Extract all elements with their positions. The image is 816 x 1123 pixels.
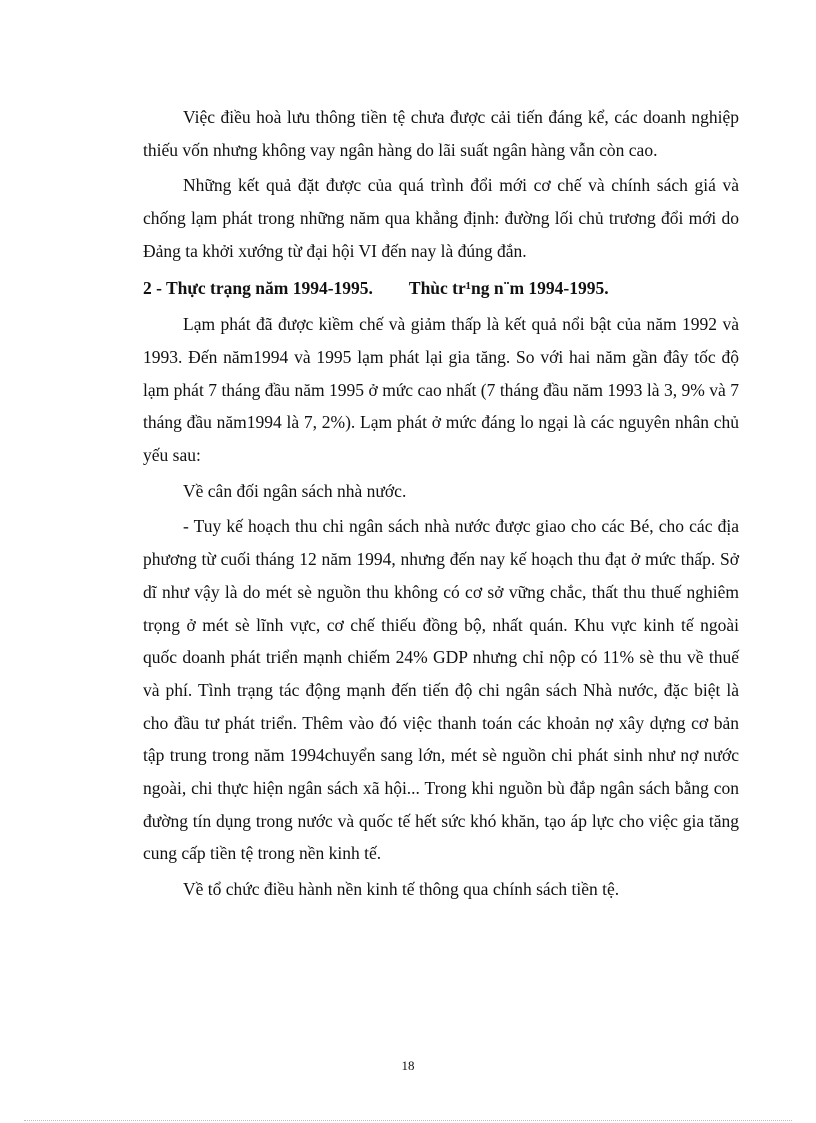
paragraph-budget-details: - Tuy kế hoạch thu chi ngân sách nhà nước được giao cho các Bé, cho các địa phương từ cuối tháng 12 năm 1994, nhưng đến nay kế hoạch thu đạt ở mức thấp. Sở dĩ như vậy là do mét sè nguồn thu không có cơ sở vững chắc, thất thu thuế nghiêm trọng ở mét sè lĩnh vực, cơ chế thiếu đồng bộ, nhất quán. Khu vực kinh tế ngoài quốc doanh phát triển mạnh chiếm 24% GDP nhưng chỉ nộp có 11% sè thu về thuế và phí. Tình trạng tác động mạnh đến tiến độ chi ngân sách Nhà nước, đặc biệt là cho đầu tư phát triển. Thêm vào đó việc thanh toán các khoản nợ xây dựng cơ bản tập trung trong năm 1994chuyển sang lớn, mét sè nguồn chi phát sinh như nợ nước ngoài, chi thực hiện ngân sách xã hội... Trong khi nguồn bù đắp ngân sách bằng con đường tín dụng trong nước và quốc tế hết sức khó khăn, tạo áp lực cho việc gia tăng cung cấp tiền tệ trong nền kinh tế.: [143, 516, 739, 864]
page-bottom-divider: [24, 1120, 792, 1121]
paragraph-money-circulation: Việc điều hoà lưu thông tiền tệ chưa được cải tiến đáng kể, các doanh nghiệp thiếu vốn nhưng không vay ngân hàng do lãi suất ngân hàng vẫn còn cao.: [143, 107, 739, 160]
section-heading: [143, 272, 739, 305]
page-body: [143, 101, 739, 906]
paragraph-budget-balance-heading: Về cân đối ngân sách nhà nước.: [183, 480, 407, 501]
paragraph-reform-results: Những kết quả đặt được của quá trình đổi mới cơ chế và chính sách giá và chống lạm phát trong những năm qua khẳng định: đường lối chủ trương đổi mới do Đảng ta khởi xướng từ đại hội VI đến nay là đúng đắn.: [143, 175, 739, 261]
page-number: 18: [401, 1058, 415, 1073]
paragraph-inflation-overview: Lạm phát đã được kiềm chế và giảm thấp là kết quả nổi bật của năm 1992 và 1993. Đến năm1994 và 1995 lạm phát lại gia tăng. So với hai năm gần đây tốc độ lạm phát 7 tháng đầu năm 1995 ở mức cao nhất (7 tháng đầu năm 1993 là 3, 9% và 7 tháng đầu năm1994 là 7, 2%). Lạm phát ở mức đáng lo ngại là các nguyên nhân chủ yếu sau:: [143, 314, 739, 466]
section-heading-garbled-text: Thùc tr¹ng n¨m 1994-1995.: [408, 277, 609, 298]
paragraph-monetary-policy-heading: Về tổ chức điều hành nền kinh tế thông qua chính sách tiền tệ.: [183, 879, 620, 900]
section-heading-title: 2 - Thực trạng năm 1994-1995.: [143, 277, 373, 298]
